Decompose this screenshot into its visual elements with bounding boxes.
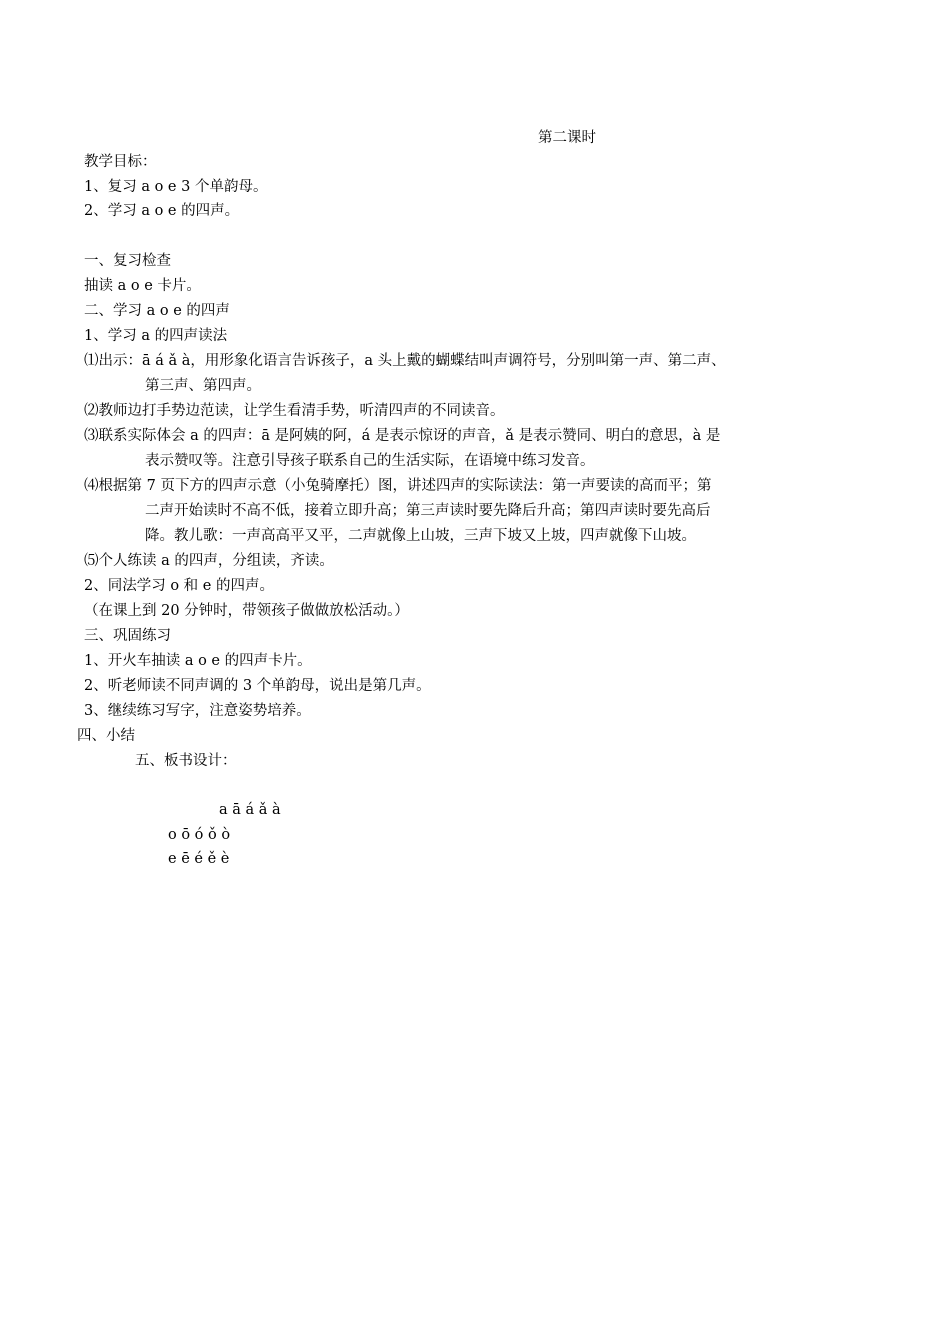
- section-1-heading: 一、复习检查: [84, 253, 171, 269]
- section-3-item-3: 3、继续练习写字，注意姿势培养。: [84, 703, 311, 719]
- section-4-heading: 四、小结: [77, 728, 135, 744]
- step-2: ⑵教师边打手势边范读，让学生看清手势，听清四声的不同读音。: [84, 403, 505, 419]
- step-1-line-1: ⑴出示：ā á ǎ à，用形象化语言告诉孩子，a 头上戴的蝴蝶结叫声调符号，分别叫第一声、第二声、: [84, 353, 726, 369]
- goal-item-2: 2、学习 a o e 的四声。: [84, 203, 240, 219]
- section-3-item-2: 2、听老师读不同声调的 3 个单韵母，说出是第几声。: [84, 678, 431, 694]
- section-2-heading: 二、学习 a o e 的四声: [84, 303, 230, 319]
- section-2-sub-2: 2、同法学习 o 和 e 的四声。: [84, 578, 274, 594]
- section-1-text: 抽读 a o e 卡片。: [84, 278, 201, 294]
- board-row-e: e ē é ě è: [168, 851, 230, 867]
- goal-item-1: 1、复习 a o e 3 个单韵母。: [84, 179, 268, 195]
- section-5-heading: 五、板书设计：: [135, 753, 237, 769]
- goals-heading: 教学目标：: [84, 154, 157, 170]
- step-5: ⑸个人练读 a 的四声，分组读，齐读。: [84, 553, 334, 569]
- step-1-line-2: 第三声、第四声。: [145, 378, 261, 394]
- step-3-line-1: ⑶联系实际体会 a 的四声：ā 是阿姨的阿，á 是表示惊讶的声音，ǎ 是表示赞同、明白的意思，à 是: [84, 428, 721, 444]
- step-4-line-2: 二声开始读时不高不低，接着立即升高；第三声读时要先降后升高；第四声读时要先高后: [145, 503, 711, 519]
- step-4-line-1: ⑷根据第 7 页下方的四声示意（小兔骑摩托）图，讲述四声的实际读法：第一声要读的高而平；第: [84, 478, 712, 494]
- section-3-heading: 三、巩固练习: [84, 628, 171, 644]
- section-3-item-1: 1、开火车抽读 a o e 的四声卡片。: [84, 653, 312, 669]
- lesson-title: 第二课时: [538, 130, 596, 146]
- board-row-a: a ā á ǎ à: [219, 802, 281, 818]
- section-2-sub-1: 1、学习 a 的四声读法: [84, 328, 228, 344]
- section-2-note: （在课上到 20 分钟时，带领孩子做做放松活动。）: [84, 603, 409, 619]
- step-3-line-2: 表示赞叹等。注意引导孩子联系自己的生活实际，在语境中练习发音。: [145, 453, 595, 469]
- board-row-o: o ō ó ǒ ò: [168, 827, 231, 843]
- step-4-line-3: 降。教儿歌：一声高高平又平，二声就像上山坡，三声下坡又上坡，四声就像下山坡。: [145, 528, 696, 544]
